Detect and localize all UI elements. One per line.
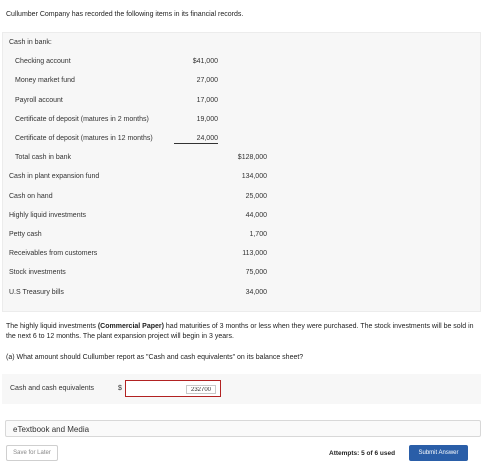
record-total: 75,000: [245, 269, 267, 277]
record-amount: $41,000: [192, 58, 218, 66]
save-for-later-button[interactable]: Save for Later: [6, 445, 58, 461]
record-amount: 19,000: [196, 115, 218, 123]
record-total: 44,000: [245, 211, 267, 219]
record-total: 1,700: [249, 231, 267, 238]
records-panel: [2, 32, 481, 312]
question-text-bold: (Commercial Paper): [97, 323, 164, 330]
record-label: Payroll account: [15, 96, 63, 104]
record-label: Certificate of deposit (matures in 12 months): [15, 135, 153, 142]
record-label: Certificate of deposit (matures in 2 months): [15, 115, 149, 123]
record-label: U.S Treasury bills: [9, 288, 64, 296]
record-total: 113,000: [242, 250, 267, 258]
answer-field-border: [125, 380, 221, 397]
part-a-question: (a) What amount should Cullumber report as "Cash and cash equivalents" on its balance sheet?: [6, 354, 304, 361]
record-label: Cash on hand: [9, 192, 53, 200]
problem-intro: Cullumber Company has recorded the following items in its financial records.: [6, 11, 244, 18]
record-label: Stock investments: [9, 269, 66, 277]
record-label: Cash in bank:: [9, 39, 52, 46]
record-total: 134,000: [241, 173, 267, 181]
record-label: Money market fund: [15, 77, 75, 85]
submit-answer-button[interactable]: Submit Answer: [409, 445, 468, 461]
answer-row: [2, 374, 481, 404]
etextbook-media-link[interactable]: [5, 420, 481, 437]
question-text-post: had maturities of 3 months or less when they were purchased. The stock investments will be sold in the next 6 to 12 months. The plant expansion project will begin in 3 years.: [6, 323, 474, 340]
record-total: 34,000: [245, 288, 267, 296]
record-label: Total cash in bank: [15, 154, 72, 162]
record-label: Checking account: [15, 58, 71, 66]
record-label: Cash in plant expansion fund: [9, 173, 100, 181]
record-label: Receivables from customers: [9, 250, 98, 258]
record-total: 25,000: [245, 192, 267, 200]
answer-label: Cash and cash equivalents: [10, 385, 95, 392]
currency-symbol: $: [118, 385, 122, 392]
question-text-pre: The highly liquid investments: [6, 323, 98, 330]
record-amount: 27,000: [196, 77, 218, 85]
problem-statement: [6, 322, 476, 342]
record-amount: 17,000: [196, 96, 218, 104]
etextbook-label: eTextbook and Media: [13, 425, 90, 434]
cash-equivalents-input[interactable]: [186, 385, 216, 394]
attempts-counter: Attempts: 5 of 6 used: [329, 450, 396, 457]
record-label: Petty cash: [9, 231, 42, 238]
record-label: Highly liquid investments: [9, 211, 87, 219]
record-amount: 24,000: [174, 135, 218, 144]
record-total: $128,000: [237, 154, 267, 162]
